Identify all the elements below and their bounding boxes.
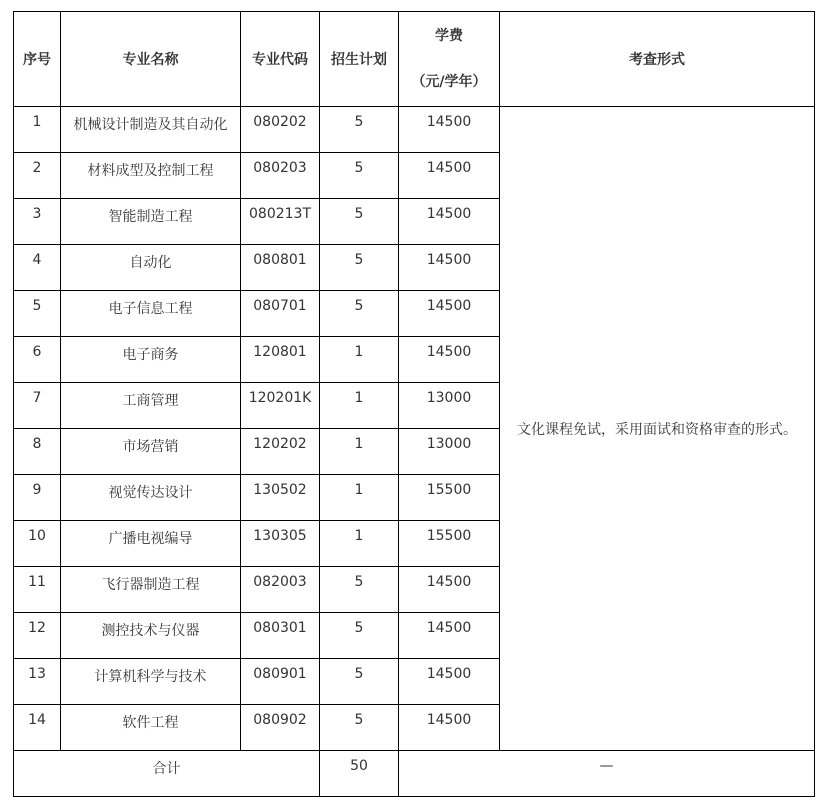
table-row <box>14 107 815 153</box>
row-seq: 2 <box>14 153 61 199</box>
row-seq: 13 <box>14 659 61 705</box>
row-major-code: 080902 <box>241 705 320 751</box>
row-seq: 9 <box>14 475 61 521</box>
row-major-name: 电子信息工程 <box>61 291 241 337</box>
row-enrollment-plan: 5 <box>320 199 399 245</box>
row-major-name: 广播电视编导 <box>61 521 241 567</box>
row-major-code: 130305 <box>241 521 320 567</box>
row-tuition: 14500 <box>399 199 500 245</box>
row-major-code: 080901 <box>241 659 320 705</box>
row-major-name: 自动化 <box>61 245 241 291</box>
row-major-name: 电子商务 <box>61 337 241 383</box>
row-enrollment-plan: 5 <box>320 613 399 659</box>
row-major-code: 080202 <box>241 107 320 153</box>
header-major-name: 专业名称 <box>61 12 241 107</box>
header-tuition-label: 学费 <box>435 28 463 44</box>
row-major-name: 智能制造工程 <box>61 199 241 245</box>
header-exam-form: 考查形式 <box>500 12 815 107</box>
total-row <box>14 751 815 797</box>
header-tuition-unit: （元/学年） <box>411 74 487 90</box>
row-tuition: 14500 <box>399 291 500 337</box>
row-tuition: 13000 <box>399 429 500 475</box>
total-plan: 50 <box>320 751 399 797</box>
row-major-name: 市场营销 <box>61 429 241 475</box>
row-seq: 1 <box>14 107 61 153</box>
row-major-code: 080203 <box>241 153 320 199</box>
row-tuition: 14500 <box>399 567 500 613</box>
row-enrollment-plan: 5 <box>320 153 399 199</box>
row-enrollment-plan: 5 <box>320 245 399 291</box>
row-major-name: 视觉传达设计 <box>61 475 241 521</box>
row-major-code: 080301 <box>241 613 320 659</box>
row-enrollment-plan: 5 <box>320 567 399 613</box>
row-enrollment-plan: 1 <box>320 521 399 567</box>
row-tuition: 14500 <box>399 337 500 383</box>
header-tuition <box>399 12 500 107</box>
row-major-code: 120202 <box>241 429 320 475</box>
header-major-code: 专业代码 <box>241 12 320 107</box>
row-major-code: 120801 <box>241 337 320 383</box>
row-enrollment-plan: 5 <box>320 291 399 337</box>
total-dash: — <box>399 751 815 797</box>
row-seq: 3 <box>14 199 61 245</box>
row-tuition: 14500 <box>399 107 500 153</box>
row-enrollment-plan: 5 <box>320 659 399 705</box>
row-seq: 12 <box>14 613 61 659</box>
row-enrollment-plan: 5 <box>320 705 399 751</box>
row-major-name: 飞行器制造工程 <box>61 567 241 613</box>
row-enrollment-plan: 1 <box>320 337 399 383</box>
total-label: 合计 <box>14 751 320 797</box>
row-tuition: 14500 <box>399 245 500 291</box>
row-tuition: 15500 <box>399 521 500 567</box>
header-enrollment-plan: 招生计划 <box>320 12 399 107</box>
row-enrollment-plan: 1 <box>320 383 399 429</box>
row-seq: 5 <box>14 291 61 337</box>
row-tuition: 14500 <box>399 659 500 705</box>
row-enrollment-plan: 1 <box>320 429 399 475</box>
row-tuition: 14500 <box>399 153 500 199</box>
row-major-name: 计算机科学与技术 <box>61 659 241 705</box>
row-tuition: 14500 <box>399 705 500 751</box>
row-major-code: 080801 <box>241 245 320 291</box>
header-seq: 序号 <box>14 12 61 107</box>
admissions-table <box>13 11 815 797</box>
row-seq: 6 <box>14 337 61 383</box>
row-seq: 4 <box>14 245 61 291</box>
row-seq: 7 <box>14 383 61 429</box>
header-row <box>14 12 815 107</box>
row-enrollment-plan: 5 <box>320 107 399 153</box>
row-major-name: 机械设计制造及其自动化 <box>61 107 241 153</box>
row-major-code: 080213T <box>241 199 320 245</box>
row-major-name: 测控技术与仪器 <box>61 613 241 659</box>
row-seq: 14 <box>14 705 61 751</box>
row-tuition: 15500 <box>399 475 500 521</box>
row-major-name: 工商管理 <box>61 383 241 429</box>
row-major-code: 082003 <box>241 567 320 613</box>
row-major-name: 材料成型及控制工程 <box>61 153 241 199</box>
row-tuition: 14500 <box>399 613 500 659</box>
row-seq: 10 <box>14 521 61 567</box>
row-seq: 8 <box>14 429 61 475</box>
row-major-code: 080701 <box>241 291 320 337</box>
row-major-code: 120201K <box>241 383 320 429</box>
row-enrollment-plan: 1 <box>320 475 399 521</box>
exam-form-note: 文化课程免试，采用面试和资格审查的形式。 <box>500 107 815 751</box>
row-tuition: 13000 <box>399 383 500 429</box>
row-seq: 11 <box>14 567 61 613</box>
row-major-code: 130502 <box>241 475 320 521</box>
row-major-name: 软件工程 <box>61 705 241 751</box>
